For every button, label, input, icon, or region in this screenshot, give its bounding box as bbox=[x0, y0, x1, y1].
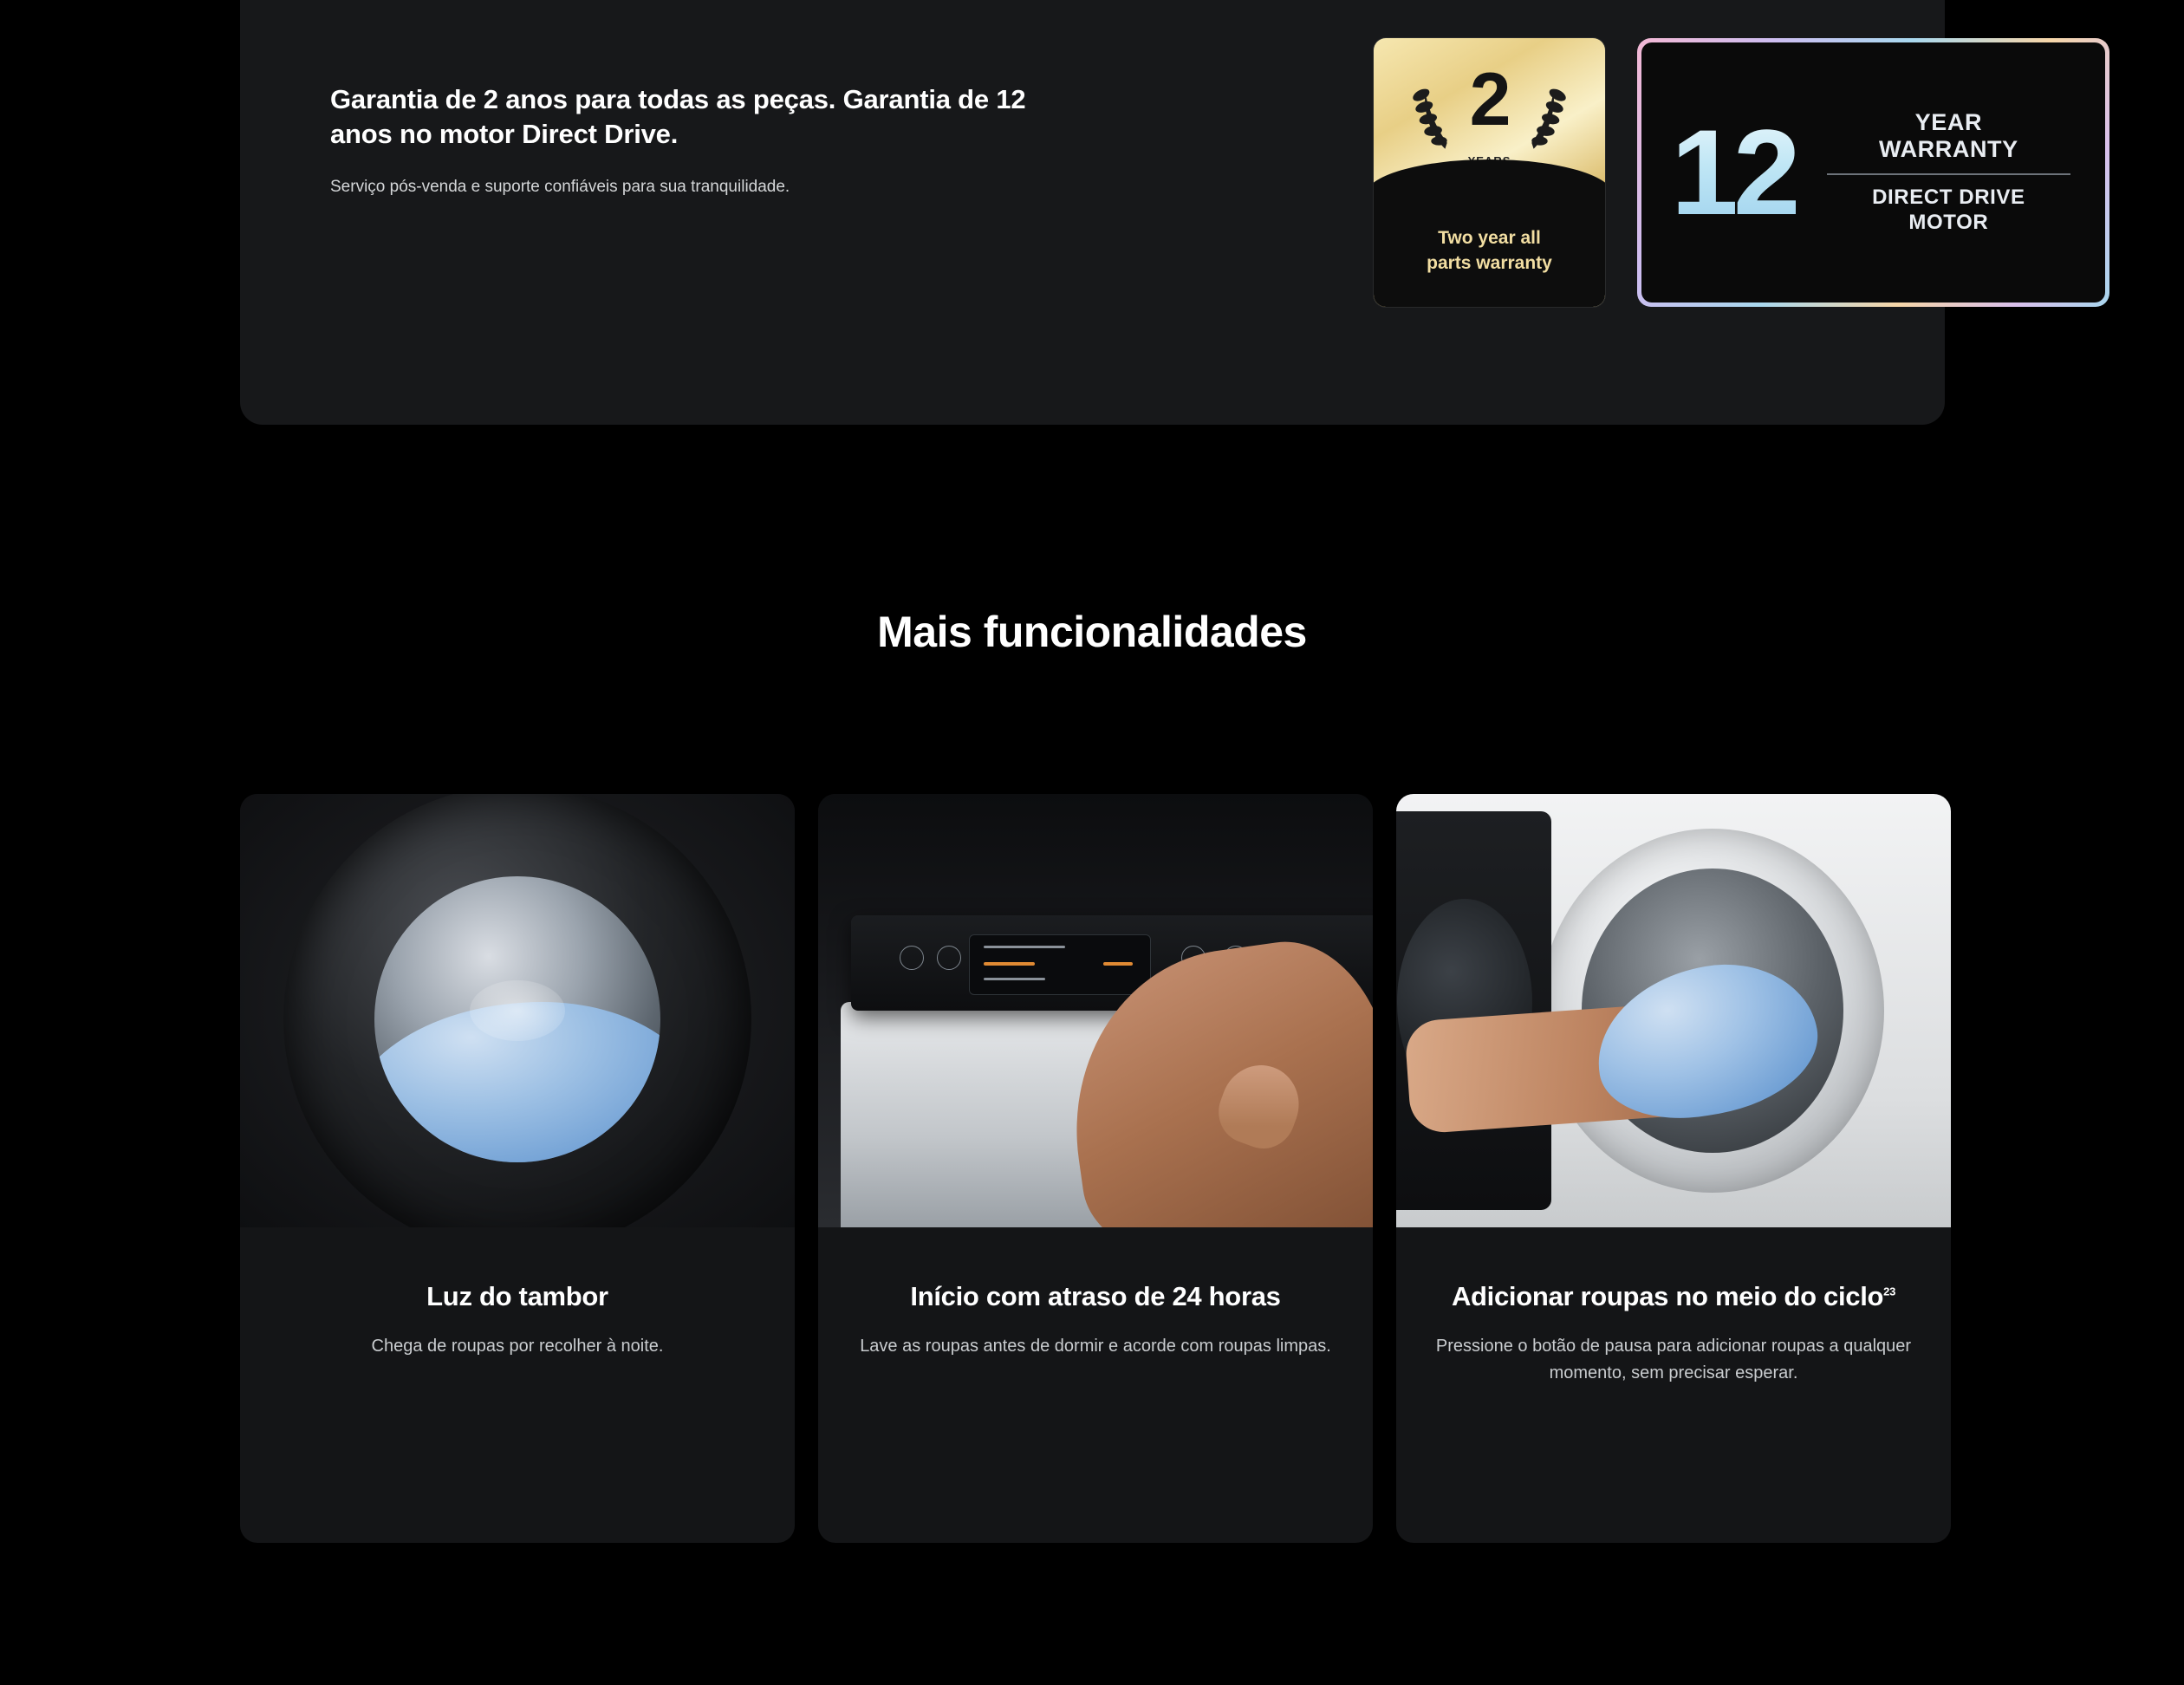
delay-start-control-panel-image bbox=[818, 794, 1373, 1227]
motor-badge-divider bbox=[1827, 173, 2070, 175]
display-line-1 bbox=[984, 946, 1065, 948]
motor-badge-line4: MOTOR bbox=[1908, 211, 1989, 235]
feature-card-caption bbox=[264, 1279, 770, 1360]
warranty-text-block bbox=[330, 82, 1058, 200]
feature-card-title bbox=[1420, 1279, 1927, 1314]
feature-card-delay-start[interactable] bbox=[818, 794, 1373, 1543]
feature-card-title: Luz do tambor bbox=[426, 1281, 608, 1311]
display-line-2 bbox=[984, 978, 1045, 980]
start-pause-button-icon bbox=[937, 946, 961, 970]
features-section-heading: Mais funcionalidades bbox=[877, 608, 1307, 656]
feature-card-caption bbox=[1420, 1279, 1927, 1387]
feature-card-title: Início com atraso de 24 horas bbox=[910, 1281, 1281, 1311]
drum-light-image bbox=[240, 794, 795, 1227]
warranty-panel bbox=[240, 0, 2025, 425]
power-button-icon bbox=[900, 946, 924, 970]
motor-badge-inner bbox=[1641, 42, 2105, 303]
twelve-year-motor-warranty-badge bbox=[1637, 38, 2109, 307]
motor-badge-line1: YEAR bbox=[1914, 109, 1983, 136]
feature-cards bbox=[240, 794, 1951, 1543]
motor-badge-line3: DIRECT DRIVE bbox=[1872, 185, 2025, 210]
display-line-highlight bbox=[984, 962, 1034, 966]
warranty-title: Garantia de 2 anos para todas as peças. Garantia de 12 anos no motor Direct Drive. bbox=[330, 84, 1026, 149]
add-items-mid-cycle-image bbox=[1396, 794, 1951, 1227]
add-items-illustration bbox=[1396, 794, 1951, 1227]
display-value-highlight bbox=[1103, 962, 1132, 966]
control-panel-illustration bbox=[818, 794, 1373, 1227]
feature-card-description: Lave as roupas antes de dormir e acorde com roupas limpas. bbox=[860, 1337, 1331, 1356]
feature-card-title-text: Adicionar roupas no meio do ciclo bbox=[1451, 1281, 1884, 1311]
feature-card-description: Pressione o botão de pausa para adicionar roupas a qualquer momento, sem precisar esperar. bbox=[1435, 1337, 1912, 1383]
gold-badge-number: 2 bbox=[1469, 58, 1510, 141]
two-year-parts-warranty-badge bbox=[1374, 38, 1605, 307]
feature-card-add-items[interactable] bbox=[1396, 794, 1951, 1543]
feature-card-footnote-marker: 23 bbox=[1883, 1285, 1896, 1298]
washer-door-shape bbox=[1396, 811, 1551, 1210]
feature-card-description: Chega de roupas por recolher à noite. bbox=[371, 1337, 664, 1356]
gold-badge-caption bbox=[1374, 226, 1605, 276]
motor-badge-text bbox=[1822, 109, 2076, 236]
warranty-subtitle: Serviço pós-venda e suporte confiáveis para sua tranquilidade. bbox=[330, 178, 790, 197]
gold-badge-caption-line2: parts warranty bbox=[1427, 252, 1552, 273]
motor-badge-number: 12 bbox=[1671, 104, 1796, 240]
motor-badge-line2: WARRANTY bbox=[1878, 136, 2018, 163]
drum-light-glow bbox=[470, 980, 565, 1041]
gold-badge-caption-line1: Two year all bbox=[1438, 228, 1541, 249]
finger-shape bbox=[1210, 1054, 1310, 1156]
feature-card-caption bbox=[842, 1279, 1349, 1360]
drum-light-illustration bbox=[240, 794, 795, 1227]
panel-display bbox=[969, 934, 1152, 995]
warranty-badges bbox=[1374, 38, 2109, 307]
feature-card-drum-light[interactable] bbox=[240, 794, 795, 1543]
